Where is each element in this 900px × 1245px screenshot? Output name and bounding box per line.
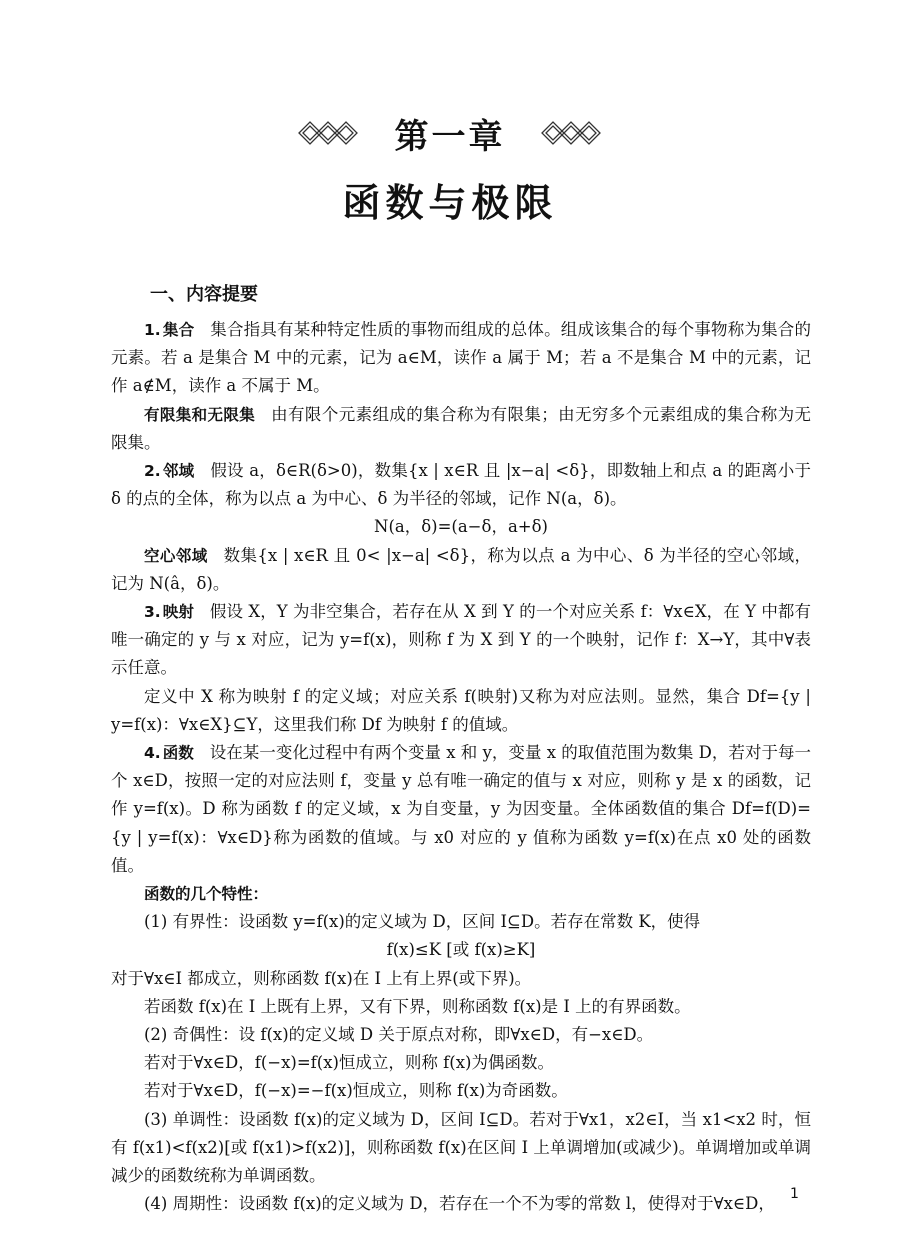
paragraph bbox=[111, 936, 811, 964]
term-number: 4. bbox=[144, 744, 161, 763]
paragraph-text: 假设 X，Y 为非空集合，若存在从 X 到 Y 的一个对应关系 f：∀x∈X，在 Y 中都有唯一确定的 y 与 x 对应，记为 y=f(x)，则称 f 为 X 到 Y 的一个映射，记作 f：X→Y，其中∀表示任意。 bbox=[111, 602, 811, 678]
paragraph bbox=[111, 1190, 811, 1218]
paragraph bbox=[111, 1106, 811, 1191]
term-label bbox=[144, 603, 210, 621]
term-label bbox=[144, 885, 284, 903]
paragraph-text: N(a，δ)=(a−δ，a+δ) bbox=[374, 517, 548, 537]
paragraph bbox=[111, 457, 811, 513]
term-text: 集合 bbox=[162, 321, 195, 339]
page-number: 1 bbox=[790, 1186, 799, 1202]
chapter-title: 第一章 bbox=[394, 116, 506, 157]
term-text: 邻域 bbox=[162, 462, 195, 481]
term-label bbox=[144, 744, 210, 762]
paragraph-text: 假设 a，δ∈R(δ>0)，数集{x | x∈R 且 |x−a| <δ}，即数轴上和点 a 的距离小于 δ 的点的全体，称为以点 a 为中心、δ 为半径的邻域，记作 N(a，δ)。 bbox=[111, 461, 811, 509]
term-text: 函数 bbox=[162, 744, 194, 763]
right-diamond-ornament-icon bbox=[540, 120, 604, 146]
term-number: 1. bbox=[144, 321, 161, 339]
paragraph bbox=[111, 880, 811, 908]
paragraph-text: 由有限个元素组成的集合称为有限集；由无穷多个元素组成的集合称为无限集。 bbox=[111, 404, 811, 452]
content-body bbox=[111, 316, 811, 1219]
left-diamond-ornament-icon bbox=[297, 120, 361, 146]
paragraph-text: (4) 周期性：设函数 f(x)的定义域为 D，若存在一个不为零的常数 l，使得对于∀x∈D， bbox=[144, 1194, 775, 1214]
paragraph bbox=[111, 908, 811, 936]
term-label bbox=[144, 547, 224, 565]
paragraph-text: 若对于∀x∈D，f(−x)=−f(x)恒成立，则称 f(x)为奇函数。 bbox=[144, 1081, 568, 1101]
paragraph-text: 数集{x | x∈R 且 0< |x−a| <δ}，称为以点 a 为中心、δ 为半径的空心邻域，记为 N(â，δ)。 bbox=[111, 545, 811, 593]
paragraph bbox=[111, 739, 811, 880]
paragraph-text: (2) 奇偶性：设 f(x)的定义域 D 关于原点对称，即∀x∈D，有−x∈D。 bbox=[144, 1025, 654, 1045]
paragraph bbox=[111, 1077, 811, 1105]
term-text: 映射 bbox=[162, 603, 194, 622]
paragraph-text: 集合指具有某种特定性质的事物而组成的总体。组成该集合的每个事物称为集合的元素。若 a 是集合 M 中的元素，记为 a∈M，读作 a 属于 M；若 a 不是集合 M 中的元素，记作 a∉M，读作 a 不属于 M。 bbox=[111, 320, 811, 396]
chapter-main-title: 函数与极限 bbox=[342, 180, 558, 225]
paragraph bbox=[111, 1049, 811, 1077]
term-number: 2. bbox=[144, 462, 161, 481]
paragraph bbox=[111, 542, 811, 598]
paragraph bbox=[111, 513, 811, 541]
paragraph-text: f(x)≤K [或 f(x)≥K] bbox=[386, 940, 536, 960]
paragraph bbox=[111, 965, 811, 993]
paragraph bbox=[111, 401, 811, 457]
term-label bbox=[144, 321, 210, 339]
paragraph-text: 若对于∀x∈D，f(−x)=f(x)恒成立，则称 f(x)为偶函数。 bbox=[144, 1053, 554, 1073]
paragraph bbox=[111, 598, 811, 683]
chapter-header bbox=[0, 108, 900, 158]
paragraph-text: 定义中 X 称为映射 f 的定义域；对应关系 f(映射)又称为对应法则。显然，集合 Df={y | y=f(x)：∀x∈X}⊆Y，这里我们称 Df 为映射 f 的值域。 bbox=[111, 686, 811, 734]
paragraph bbox=[111, 316, 811, 401]
term-label bbox=[144, 406, 271, 424]
paragraph-text: 设在某一变化过程中有两个变量 x 和 y，变量 x 的取值范围为数集 D，若对于每一个 x∈D，按照一定的对应法则 f，变量 y 总有唯一确定的值与 x 对应，则称 y 是 x 的函数，记作 y=f(x)。D 称为函数 f 的定义域，x 为自变量，y 为因变量。全体函数值的集合 Df=f(D)={y | y=f(x)：∀x∈D}称为函数的值域。与 x0 对应的 y 值称为函数 y=f(x)在点 x0 处的函数值。 bbox=[111, 743, 811, 875]
term-number: 3. bbox=[144, 603, 161, 622]
paragraph-text: (3) 单调性：设函数 f(x)的定义域为 D，区间 I⊆D。若对于∀x1，x2∈I，当 x1<x2 时，恒有 f(x1)<f(x2)[或 f(x1)>f(x2)]，则称函数 f(x)在区间 I 上单调增加(或减少)。单调增加或单调减少的函数统称为单调函数。 bbox=[111, 1109, 811, 1186]
paragraph bbox=[111, 683, 811, 739]
paragraph bbox=[111, 1021, 811, 1049]
term-text: 空心邻域 bbox=[144, 546, 208, 565]
paragraph-text: 若函数 f(x)在 I 上既有上界，又有下界，则称函数 f(x)是 I 上的有界函数。 bbox=[144, 996, 691, 1016]
paragraph-text: 对于∀x∈I 都成立，则称函数 f(x)在 I 上有上界(或下界)。 bbox=[111, 968, 532, 988]
term-text: 有限集和无限集 bbox=[144, 405, 256, 424]
paragraph bbox=[111, 993, 811, 1021]
section-heading: 一、内容提要 bbox=[150, 284, 258, 305]
term-text: 函数的几个特性： bbox=[144, 885, 269, 904]
paragraph-text: (1) 有界性：设函数 y=f(x)的定义域为 D，区间 I⊆D。若存在常数 K，使得 bbox=[144, 912, 701, 932]
term-label bbox=[144, 462, 210, 480]
